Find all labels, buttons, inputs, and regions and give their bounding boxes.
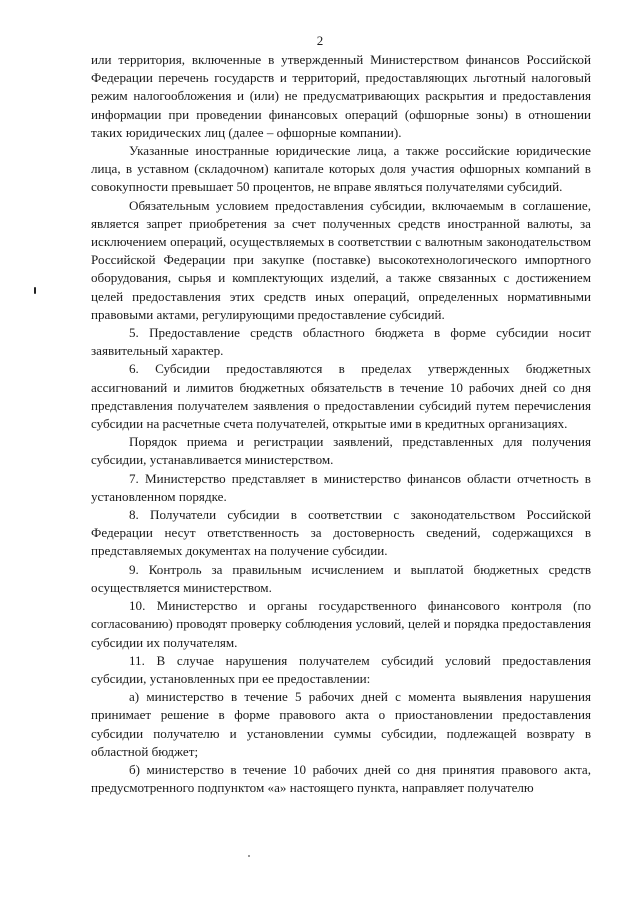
paragraph-item-11-b: б) министерство в течение 10 рабочих дней со дня принятия правового акта, предусмотренного подпунктом «а» настоящего пункта, направляет получателю [91, 761, 591, 796]
paragraph-item-11: 11. В случае нарушения получателем субсидий условий предоставления субсидии, установленных при ее предоставлении: [91, 652, 591, 686]
paragraph-currency-condition: Обязательным условием предоставления субсидии, включаемым в соглашение, является запрет приобретения за счет полученных средств иностранной валюты, за исключением операций, осуществляемых в соответствии с валютным законодательством Российской Федерации при закупке (поставке) высокотехнологического импортного оборудования, сырья и комплектующих изделий, а также связанных с достижением целей предоставления этих средств иных операций, определенных нормативными правовыми актами, регулирующими предоставление субсидий. [91, 197, 591, 322]
paragraph-item-11-a: а) министерство в течение 5 рабочих дней с момента выявления нарушения принимает решение в форме правового акта о приостановлении предоставления субсидии получателю и установлении суммы субсидии, подлежащей возврату в областной бюджет; [91, 689, 591, 759]
paragraph-item-10: 10. Министерство и органы государственного финансового контроля (по согласованию) проводят проверку соблюдения условий, целей и порядка предоставления субсидии их получателям. [91, 598, 591, 650]
paragraph-item-5: 5. Предоставление средств областного бюджета в форме субсидии носит заявительный характер. [91, 325, 591, 359]
scan-margin-mark [34, 287, 36, 294]
paragraph-item-6: 6. Субсидии предоставляются в пределах утвержденных бюджетных ассигнований и лимитов бюджетных обязательств в течение 10 рабочих дней со дня представления получателем заявления о предоставлении субсидий путем перечисления субсидии на расчетные счета получателей, открытые ими в кредитных организациях. [91, 361, 591, 432]
page-number: 2 [316, 33, 324, 48]
paragraph-item-9: 9. Контроль за правильным исчислением и выплатой бюджетных средств осуществляется министерством. [91, 561, 591, 595]
paragraph-application-procedure: Порядок приема и регистрации заявлений, представленных для получения субсидии, устанавливается министерством. [91, 434, 591, 468]
scan-artifact-dot [248, 855, 250, 857]
paragraph-item-8: 8. Получатели субсидии в соответствии с законодательством Российской Федерации несут ответственность за достоверность сведений, содержащихся в представляемых документах на получение субсидии. [91, 507, 591, 559]
document-body [91, 51, 591, 797]
paragraph-offshore-definition: или территория, включенные в утвержденный Министерством финансов Российской Федерации перечень государств и территорий, предоставляющих льготный налоговый режим налогообложения и (или) не предусматривающих раскрытия и предоставления информации при проведении финансовых операций (офшорные зоны) в отношении таких юридических лиц (далее – офшорные компании). [91, 52, 591, 140]
paragraph-item-7: 7. Министерство представляет в министерство финансов области отчетность в установленном порядке. [91, 470, 591, 504]
paragraph-offshore-restriction: Указанные иностранные юридические лица, а также российские юридические лица, в уставном (складочном) капитале которых доля участия офшорных компаний в совокупности превышает 50 процентов, не вправе являться получателями субсидий. [91, 143, 591, 195]
